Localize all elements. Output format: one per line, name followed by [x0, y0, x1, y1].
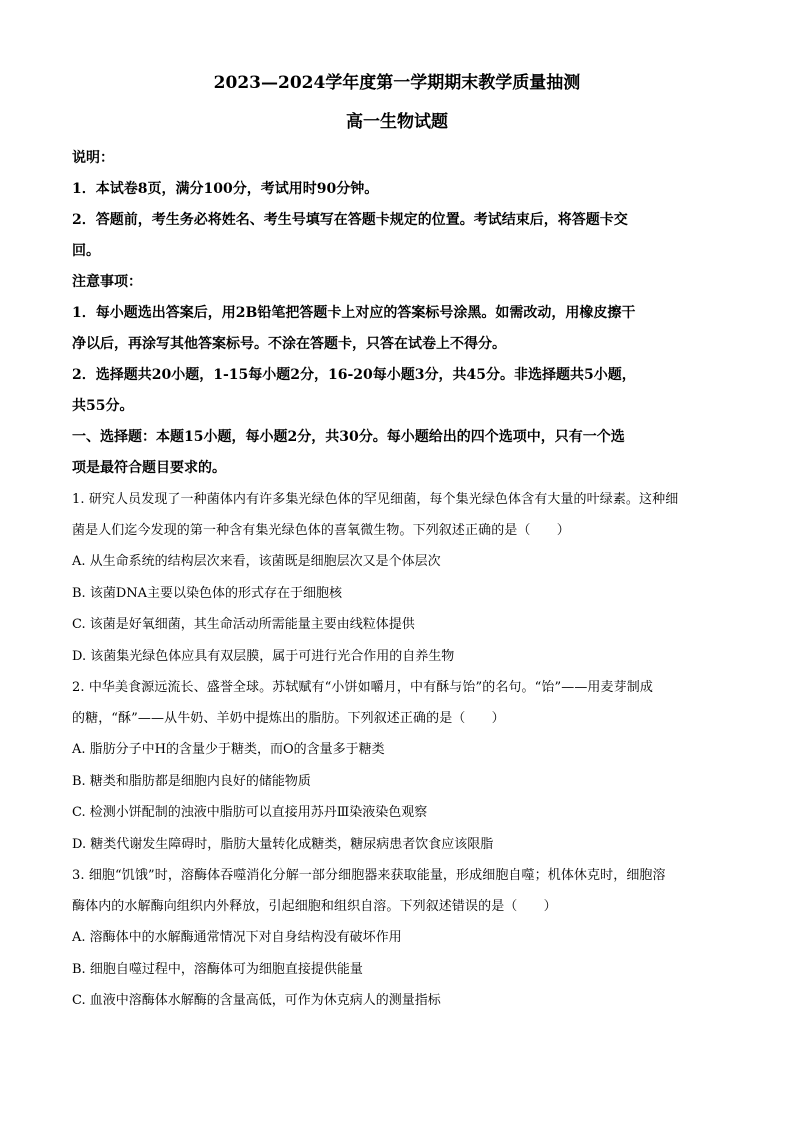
question-stem-line-2: 的糖，“酥”——从牛奶、羊奶中提炼出的脂肪。下列叙述正确的是（ ）: [72, 711, 505, 726]
option-b: B. 该菌DNA主要以染色体的形式存在于细胞核: [72, 585, 343, 601]
option-a: A. 脂肪分子中H的含量少于糖类，而O的含量多于糖类: [72, 742, 385, 757]
attention-item-2-line-2: 共55分。: [72, 398, 134, 414]
attention-item-1-line-1: 1．每小题选出答案后，用2B铅笔把答题卡上对应的答案标号涂黑。如需改动，用橡皮擦干: [72, 305, 636, 321]
explain-item-2-line-2: 回。: [72, 243, 100, 259]
option-c: C. 血液中溶酶体水解酶的含量高低，可作为休克病人的测量指标: [72, 993, 441, 1008]
explain-item-2-line-1: 2．答题前，考生务必将姓名、考生号填写在答题卡规定的位置。考试结束后，将答题卡交: [72, 212, 628, 228]
exam-page: [72, 72, 722, 1017]
option-d: D. 糖类代谢发生障碍时，脂肪大量转化成糖类，糖尿病患者饮食应该限脂: [72, 836, 494, 852]
question-1: [72, 484, 722, 672]
attention-item-2-line-1: 2．选择题共20小题，1-15每小题2分，16-20每小题3分，共45分。非选择题共5小题，: [72, 367, 636, 383]
exam-subtitle: 高一生物试题: [346, 112, 448, 132]
question-stem-line-1: 2. 中华美食源远流长、盛誉全球。苏轼赋有“小饼如嚼月，中有酥与饴”的名句。“饴”——用麦芽制成: [72, 680, 653, 695]
section-heading-line-1: 一、选择题：本题15小题，每小题2分，共30分。每小题给出的四个选项中，只有一个选: [72, 429, 625, 445]
question-stem-line-2: 菌是人们迄今发现的第一种含有集光绿色体的喜氧微生物。下列叙述正确的是（ ）: [72, 523, 570, 538]
attention-heading: 注意事项：: [72, 274, 142, 290]
option-b: B. 细胞自噬过程中，溶酶体可为细胞直接提供能量: [72, 961, 363, 977]
attention-item-1-line-2: 净以后，再涂写其他答案标号。不涂在答题卡，只答在试卷上不得分。: [72, 336, 506, 352]
option-a: A. 从生命系统的结构层次来看，该菌既是细胞层次又是个体层次: [72, 554, 441, 569]
explain-item-1: 1．本试卷8页，满分100分，考试用时90分钟。: [72, 181, 379, 197]
option-a: A. 溶酶体中的水解酶通常情况下对自身结构没有破坏作用: [72, 930, 402, 945]
option-c: C. 检测小饼配制的浊液中脂肪可以直接用苏丹Ⅲ染液染色观察: [72, 805, 428, 820]
explain-heading: 说明：: [72, 150, 114, 166]
question-3: [72, 860, 722, 1017]
exam-title: 2023—2024学年度第一学期期末教学质量抽测: [213, 73, 581, 93]
option-b: B. 糖类和脂肪都是细胞内良好的储能物质: [72, 773, 311, 789]
question-stem-line-1: 3. 细胞“饥饿”时，溶酶体吞噬消化分解一部分细胞器来获取能量，形成细胞自噬；机体休克时，细胞溶: [72, 868, 666, 883]
option-c: C. 该菌是好氧细菌，其生命活动所需能量主要由线粒体提供: [72, 617, 415, 632]
question-stem-line-1: 1. 研究人员发现了一种菌体内有许多集光绿色体的罕见细菌，每个集光绿色体含有大量的叶绿素。这种细: [72, 492, 679, 507]
option-d: D. 该菌集光绿色体应具有双层膜，属于可进行光合作用的自养生物: [72, 648, 455, 664]
question-2: [72, 672, 722, 860]
section-heading-line-2: 项是最符合题目要求的。: [72, 460, 226, 476]
question-stem-line-2: 酶体内的水解酶向组织内外释放，引起细胞和组织自溶。下列叙述错误的是（ ）: [72, 899, 557, 914]
